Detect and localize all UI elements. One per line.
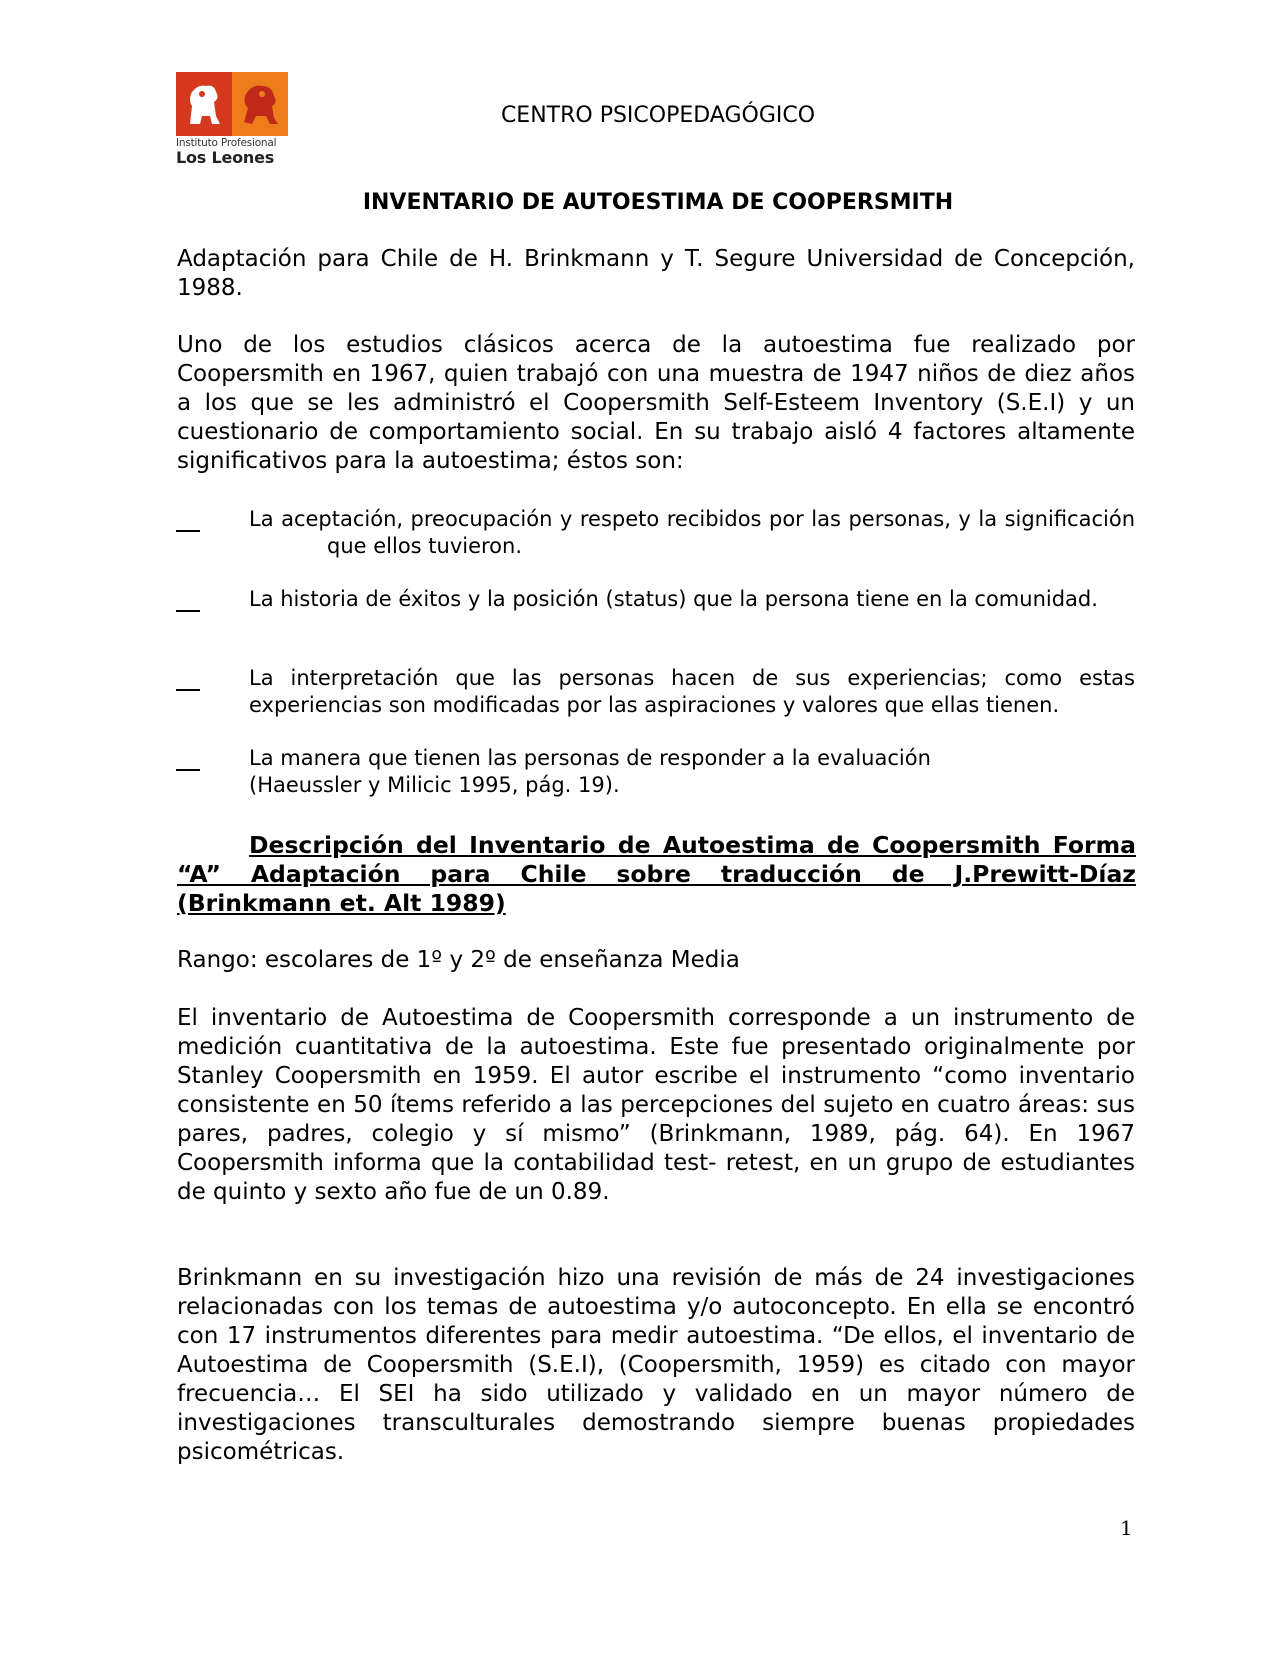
page-number: 1 <box>1120 1516 1133 1540</box>
factor-4-line-1: La manera que tienen las personas de responder a la evaluación <box>249 746 931 770</box>
factor-bullet-1 <box>176 530 200 532</box>
logo-subtitle: Instituto Profesional <box>176 137 277 149</box>
factor-4-line-2: (Haeussler y Milicic 1995, pág. 19). <box>249 773 620 797</box>
adaptation-paragraph: Adaptación para Chile de H. Brinkmann y T. Segure Universidad de Concepción, 1988. <box>177 246 1135 301</box>
factor-item-3: La interpretación que las personas hacen de sus experiencias; como estas experiencias son modificadas por las aspiraciones y valores que ellas tienen. <box>249 666 1135 717</box>
page-header: CENTRO PSICOPEDAGÓGICO <box>500 103 816 128</box>
description-heading: Descripción del Inventario de Autoestima de Coopersmith Forma “A” Adaptación para Chile sobre traducción de J.Prewitt-Díaz (Brinkmann et. Alt 1989) <box>177 831 1136 917</box>
factor-bullet-2 <box>176 610 200 612</box>
logo-name: Los Leones <box>176 148 275 167</box>
factor-bullet-4 <box>176 769 200 771</box>
factor-1-text-a: La aceptación, preocupación y respeto recibidos por las personas, y la significación <box>249 507 1135 531</box>
factor-1-text-b: que ellos tuvieron. <box>327 534 523 558</box>
document-title: INVENTARIO DE AUTOESTIMA DE COOPERSMITH <box>362 190 954 215</box>
intro-paragraph: Uno de los estudios clásicos acerca de la autoestima fue realizado por Coopersmith en 1967, quien trabajó con una muestra de 1947 niños de diez años a los que se les administró el Coopersmith Self-Esteem Inventory (S.E.I) y un cuestionario de comportamiento social. En su trabajo aisló 4 factores altamente significativos para la autoestima; éstos son: <box>177 332 1135 474</box>
factor-item-4 <box>249 745 1135 799</box>
factor-item-1 <box>249 506 1135 560</box>
inventory-paragraph: El inventario de Autoestima de Coopersmith corresponde a un instrumento de medición cuantitativa de la autoestima. Este fue presentado originalmente por Stanley Coopersmith en 1959. El autor escribe el instrumento “como inventario consistente en 50 ítems referido a las percepciones del sujeto en cuatro áreas: sus pares, padres, colegio y sí mismo” (Brinkmann, 1989, pág. 64). En 1967 Coopersmith informa que la contabilidad test- retest, en un grupo de estudiantes de quinto y sexto año fue de un 0.89. <box>177 1005 1135 1205</box>
factor-bullet-3 <box>176 689 200 691</box>
range-line: Rango: escolares de 1º y 2º de enseñanza Media <box>177 947 740 973</box>
factor-item-2: La historia de éxitos y la posición (status) que la persona tiene en la comunidad. <box>249 587 1098 611</box>
brinkmann-paragraph: Brinkmann en su investigación hizo una revisión de más de 24 investigaciones relacionadas con los temas de autoestima y/o autoconcepto. En ella se encontró con 17 instrumentos diferentes para medir autoestima. “De ellos, el inventario de Autoestima de Coopersmith (S.E.I), (Coopersmith, 1959) es citado con mayor frecuencia… El SEI ha sido utilizado y validado en un mayor número de investigaciones transculturales demostrando siempre buenas propiedades psicométricas. <box>177 1265 1135 1465</box>
